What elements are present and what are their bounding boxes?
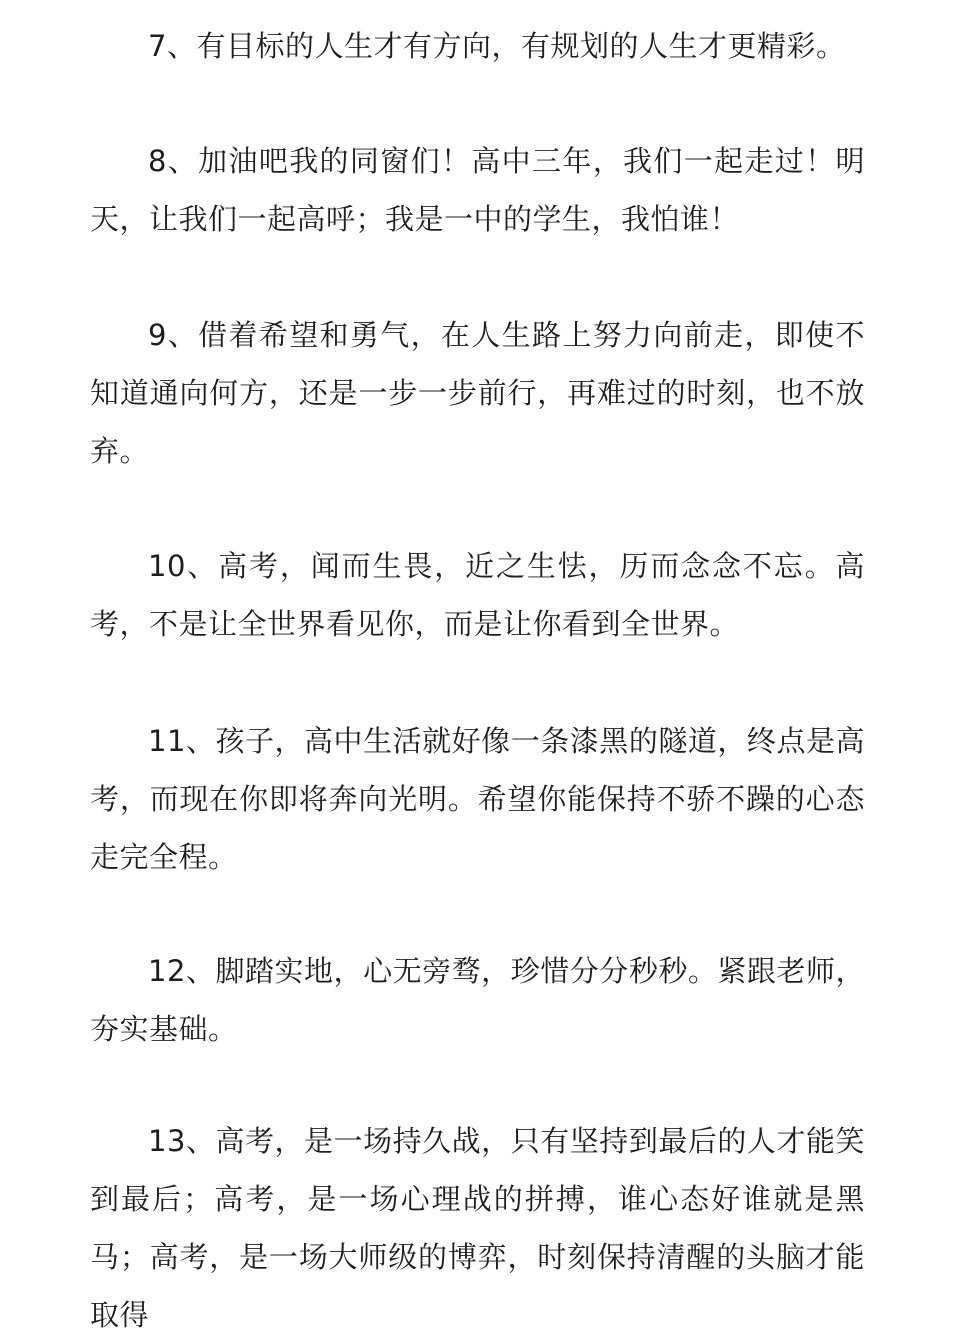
- paragraph-9: 9、借着希望和勇气，在人生路上努力向前走，即使不知道通向何方，还是一步一步前行，再难过的时刻，也不放弃。: [90, 318, 865, 468]
- paragraph-13: 13、高考，是一场持久战，只有坚持到最后的人才能笑到最后；高考，是一场心理战的拼搏，谁心态好谁就是黑马；高考，是一场大师级的博弈，时刻保持清醒的头脑才能取得: [90, 1124, 865, 1332]
- paragraph-10: 10、高考，闻而生畏，近之生怯，历而念念不忘。高考，不是让全世界看见你，而是让你看到全世界。: [90, 549, 865, 641]
- paragraph-12: 12、脚踏实地，心无旁骛，珍惜分分秒秒。紧跟老师，夯实基础。: [90, 954, 865, 1046]
- paragraph-8: 8、加油吧我的同窗们！高中三年，我们一起走过！明天，让我们一起高呼；我是一中的学生，我怕谁！: [90, 144, 865, 236]
- paragraph-11: 11、孩子，高中生活就好像一条漆黑的隧道，终点是高考，而现在你即将奔向光明。希望你能保持不骄不躁的心态走完全程。: [90, 724, 865, 874]
- paragraph-7: 7、有目标的人生才有方向，有规划的人生才更精彩。: [148, 29, 846, 63]
